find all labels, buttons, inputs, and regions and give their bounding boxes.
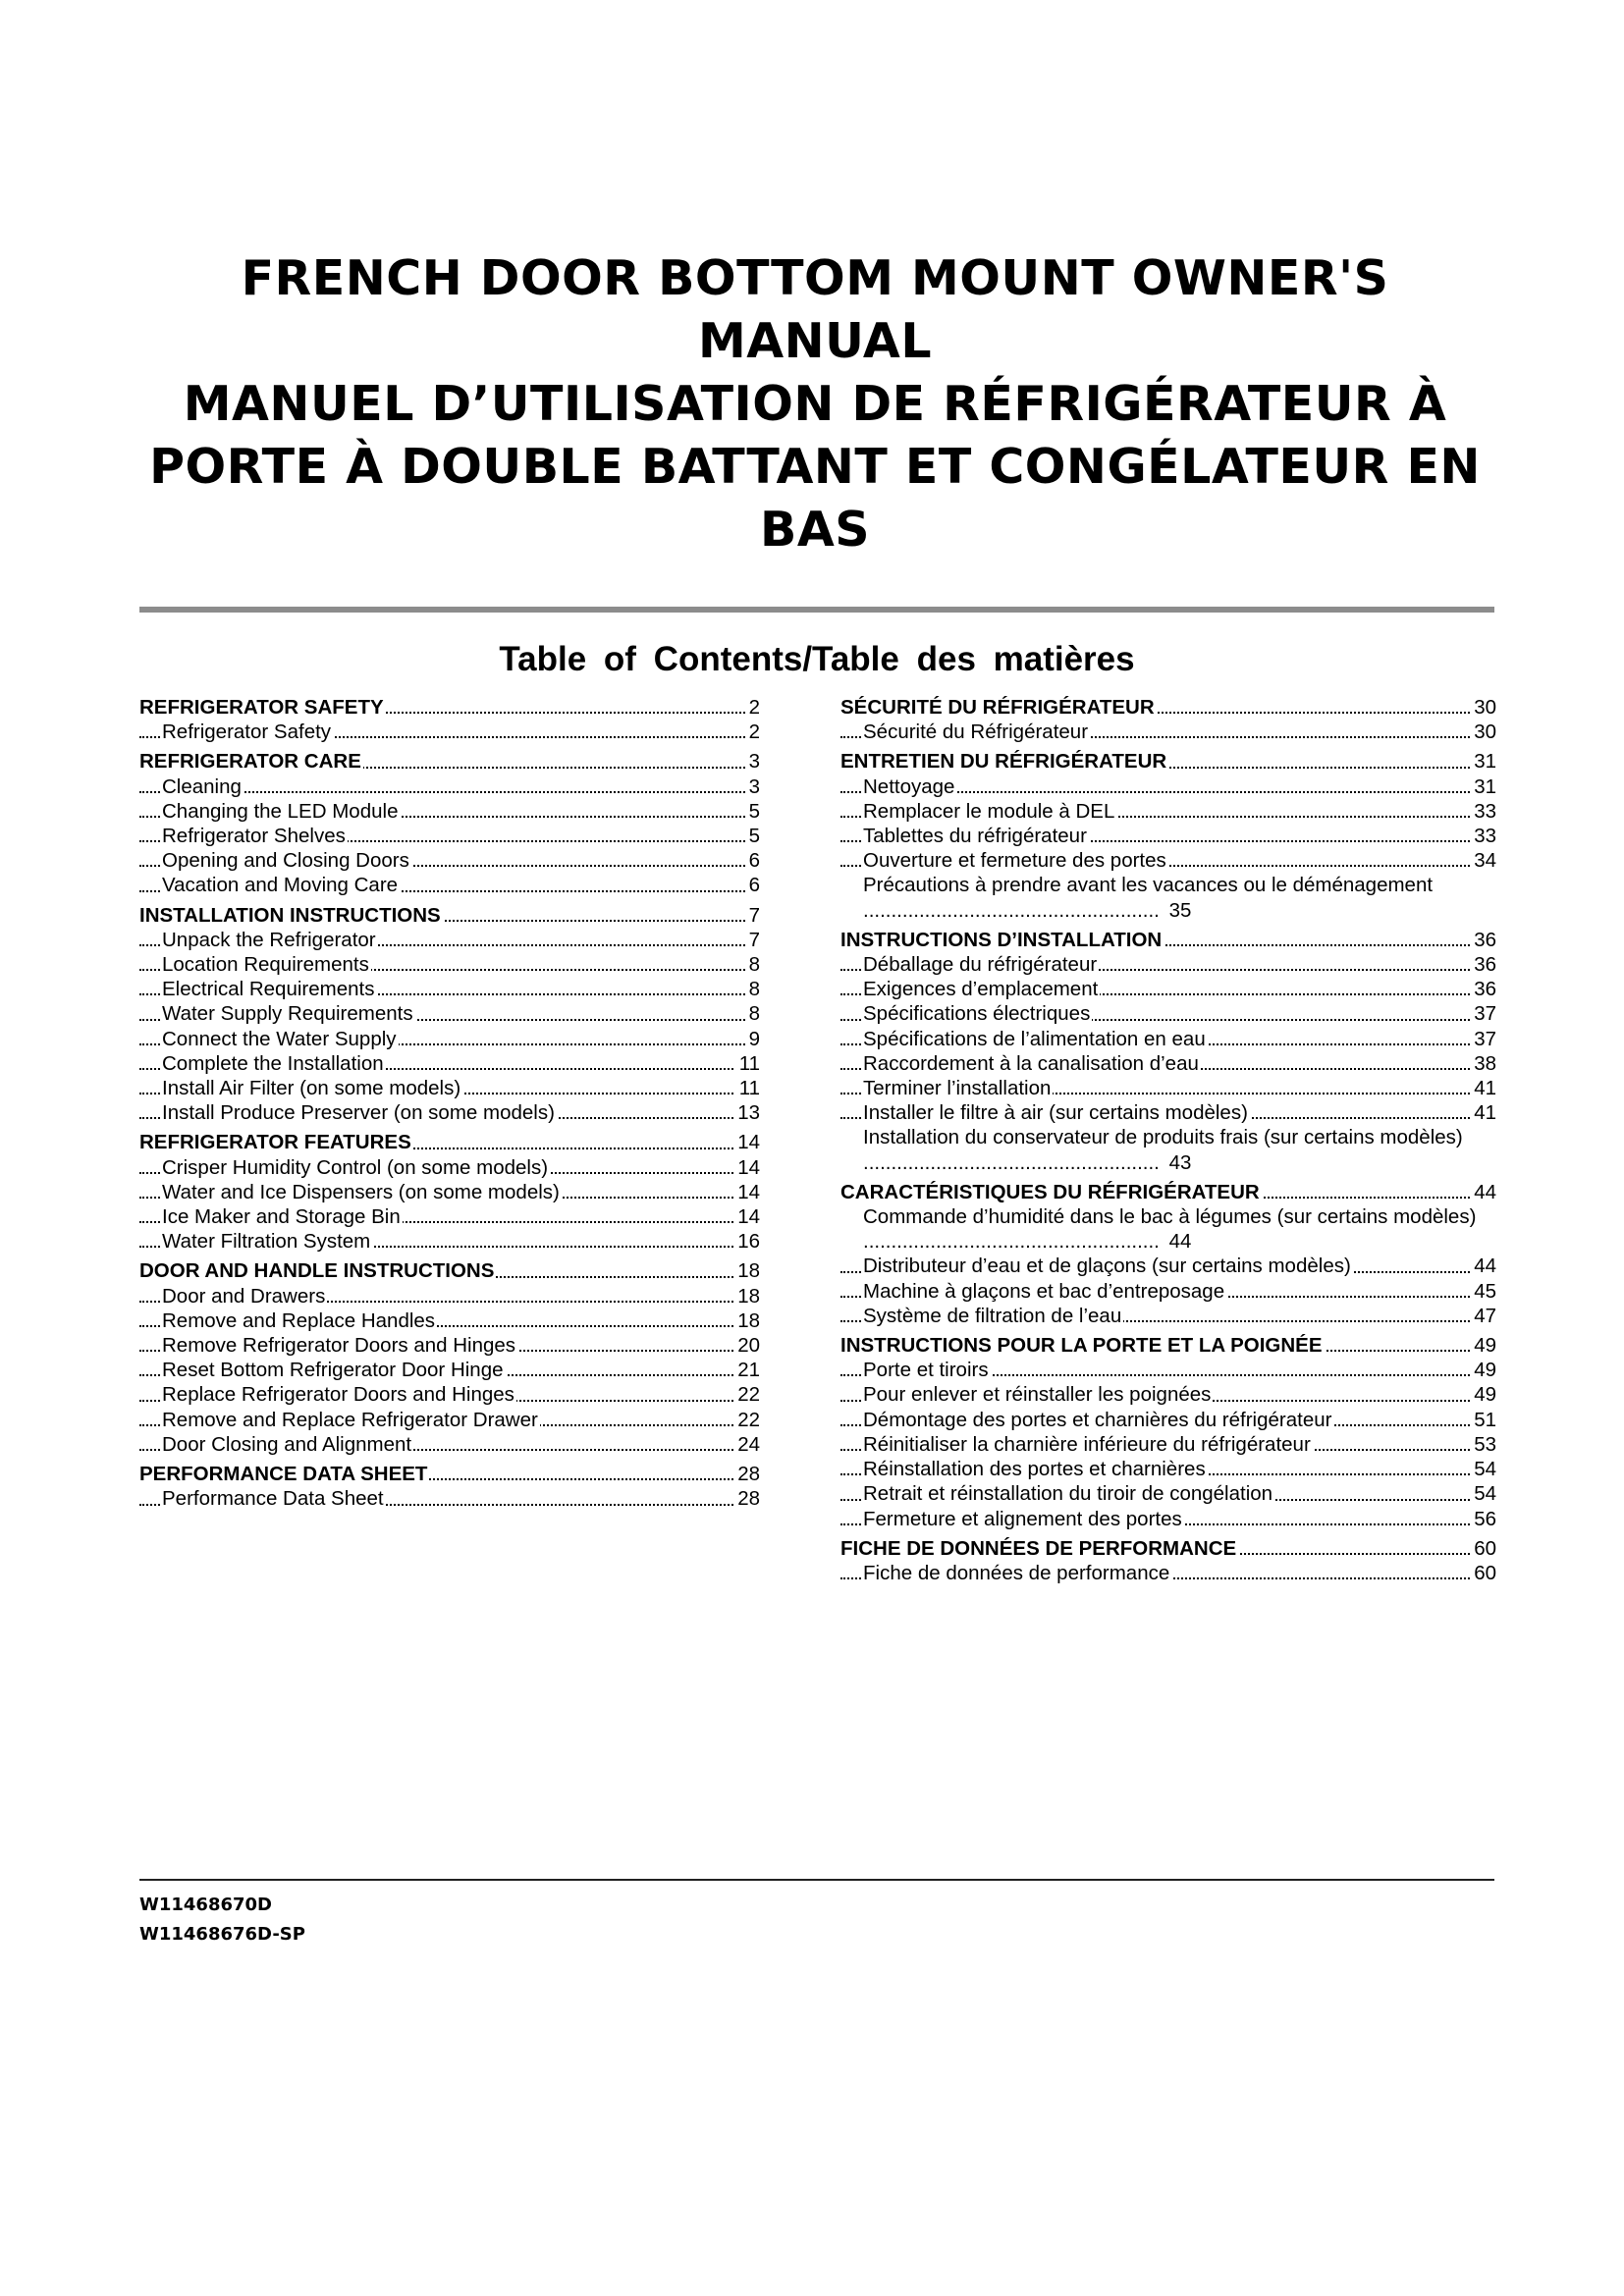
toc-entry-title: Réinstallation des portes et charnières — [863, 1458, 1206, 1481]
toc-subentry[interactable] — [139, 977, 760, 1001]
toc-subentry[interactable] — [840, 1432, 1496, 1457]
toc-entry-title: Remove and Replace Handles — [162, 1308, 436, 1332]
toc-section-entry[interactable] — [139, 749, 760, 774]
toc-section-entry[interactable] — [139, 1258, 760, 1283]
toc-page-number: 54 — [1470, 1457, 1496, 1481]
toc-page-number: 49 — [1470, 1358, 1496, 1382]
toc-page-number: 36 — [1470, 952, 1496, 977]
toc-entry-title: Ouverture et fermeture des portes — [863, 849, 1166, 873]
toc-entry-title: ENTRETIEN DU RÉFRIGÉRATEUR — [840, 750, 1167, 774]
toc-page-number: 6 — [745, 848, 760, 873]
toc-column-french — [840, 695, 1496, 1585]
toc-page-number: 31 — [1470, 749, 1496, 774]
toc-entry-title: Ice Maker and Storage Bin — [162, 1205, 401, 1229]
toc-page-number: 14 — [733, 1180, 760, 1204]
toc-entry-title: Door and Drawers — [162, 1284, 326, 1308]
toc-entry-title: Remplacer le module à DEL — [863, 799, 1115, 823]
toc-subentry[interactable] — [139, 1358, 760, 1382]
toc-entry-title: SÉCURITÉ DU RÉFRIGÉRATEUR — [840, 696, 1155, 719]
toc-entry-title: Pour enlever et réinstaller les poignées — [863, 1383, 1212, 1407]
toc-entry-title: Connect the Water Supply — [162, 1027, 397, 1050]
toc-page-number: 16 — [733, 1229, 760, 1254]
toc-entry-title: Distributeur d’eau et de glaçons (sur certains modèles) — [863, 1255, 1351, 1278]
toc-page-number: 18 — [733, 1284, 760, 1308]
toc-entry-title: Sécurité du Réfrigérateur — [863, 721, 1089, 744]
toc-entry-title: Refrigerator Shelves — [162, 825, 346, 848]
toc-subentry[interactable] — [139, 952, 760, 977]
toc-page-number: 11 — [735, 1076, 760, 1100]
toc-subentry[interactable] — [840, 824, 1496, 848]
toc-entry-title: REFRIGERATOR FEATURES — [139, 1131, 411, 1154]
toc-entry-title: INSTRUCTIONS POUR LA PORTE ET LA POIGNÉE — [840, 1334, 1323, 1358]
toc-entry-title: Spécifications électriques — [863, 1002, 1091, 1026]
toc-page-number: 28 — [733, 1462, 760, 1486]
toc-page-number: 33 — [1470, 799, 1496, 824]
toc-page-number: 21 — [733, 1358, 760, 1382]
toc-entry-title: Remove Refrigerator Doors and Hinges — [162, 1334, 516, 1358]
toc-page-number: 18 — [733, 1308, 760, 1333]
toc-page-number: 41 — [1470, 1100, 1496, 1125]
toc-subentry[interactable] — [139, 1076, 760, 1100]
dot-leader: ..................................................... — [863, 898, 1165, 922]
toc-entry-title: Refrigerator Safety — [162, 721, 332, 744]
toc-subentry[interactable] — [139, 848, 760, 873]
toc-page-number: 31 — [1470, 774, 1496, 799]
toc-page-number: 11 — [735, 1051, 760, 1076]
toc-page-number: 36 — [1470, 977, 1496, 1001]
toc-entry-title: Unpack the Refrigerator — [162, 928, 376, 951]
document-id: W11468670D — [139, 1895, 272, 1915]
document-ids — [139, 1891, 305, 1949]
toc-subentry[interactable] — [139, 1229, 760, 1254]
dot-leader: ..................................................... — [863, 1150, 1165, 1174]
toc-page-number: 60 — [1470, 1536, 1496, 1561]
toc-page-number: 45 — [1470, 1279, 1496, 1304]
toc-section-entry[interactable] — [840, 1333, 1496, 1358]
toc-page-number: 38 — [1470, 1051, 1496, 1076]
toc-page-number: 36 — [1470, 928, 1496, 952]
toc-entry-title: Replace Refrigerator Doors and Hinges — [162, 1383, 514, 1407]
toc-page-number: 34 — [1470, 848, 1496, 873]
toc-subentry[interactable] — [840, 774, 1496, 799]
toc-page-number: 14 — [733, 1204, 760, 1229]
toc-page-number: 30 — [1470, 695, 1496, 720]
toc-page-number: 9 — [745, 1027, 760, 1051]
toc-page-number: 35 — [1165, 899, 1192, 922]
toc-subentry[interactable] — [840, 1408, 1496, 1432]
toc-section-entry[interactable] — [139, 903, 760, 928]
toc-page-number: 44 — [1470, 1254, 1496, 1278]
toc-page-number: 22 — [733, 1408, 760, 1432]
toc-page-number: 30 — [1470, 720, 1496, 744]
toc-page-number: 3 — [745, 749, 760, 774]
toc-page-number: 22 — [733, 1382, 760, 1407]
toc-entry-title: Commande d’humidité dans le bac à légumes (sur certains modèles) — [863, 1205, 1477, 1229]
toc-page-number: 33 — [1470, 824, 1496, 848]
toc-page-number: 37 — [1470, 1001, 1496, 1026]
toc-entry-title: Réinitialiser la charnière inférieure du réfrigérateur — [863, 1432, 1311, 1456]
toc-subentry[interactable] — [840, 1027, 1496, 1051]
toc-page-number: 2 — [745, 695, 760, 720]
toc-page-number: 5 — [745, 799, 760, 824]
toc-page-number: 8 — [745, 952, 760, 977]
toc-entry-title: Machine à glaçons et bac d’entreposage — [863, 1279, 1225, 1303]
toc-section-entry[interactable] — [840, 1180, 1496, 1204]
toc-subentry[interactable] — [840, 1100, 1496, 1125]
toc-subentry[interactable] — [139, 720, 760, 744]
toc-page-number: 2 — [745, 720, 760, 744]
toc-subentry[interactable] — [139, 1051, 760, 1076]
toc-section-entry[interactable] — [840, 695, 1496, 720]
toc-subentry[interactable] — [840, 873, 1496, 922]
toc-page-number: 41 — [1470, 1076, 1496, 1100]
toc-subentry[interactable] — [840, 1125, 1496, 1174]
toc-section-entry[interactable] — [139, 1130, 760, 1154]
toc-page-number: 20 — [733, 1333, 760, 1358]
dot-leader: ..................................................... — [863, 1230, 1165, 1254]
toc-entry-title: Water and Ice Dispensers (on some models) — [162, 1180, 560, 1203]
toc-entry-title: Fermeture et alignement des portes — [863, 1507, 1182, 1530]
toc-subentry[interactable] — [840, 1279, 1496, 1304]
title-line: FRENCH DOOR BOTTOM MOUNT OWNER'S — [241, 250, 1389, 306]
toc-entry-title: REFRIGERATOR CARE — [139, 750, 361, 774]
toc-page-number: 49 — [1470, 1382, 1496, 1407]
toc-entry-title: INSTRUCTIONS D’INSTALLATION — [840, 928, 1163, 951]
toc-page-number: 7 — [745, 903, 760, 928]
toc-subentry[interactable] — [840, 1382, 1496, 1407]
toc-subentry[interactable] — [139, 1155, 760, 1180]
toc-subentry[interactable] — [840, 1001, 1496, 1026]
toc-subentry[interactable] — [840, 977, 1496, 1001]
title-divider — [139, 607, 1494, 613]
toc-entry-title: DOOR AND HANDLE INSTRUCTIONS — [139, 1259, 495, 1283]
toc-page-number: 13 — [733, 1100, 760, 1125]
toc-subentry[interactable] — [840, 848, 1496, 873]
toc-subentry[interactable] — [840, 1051, 1496, 1076]
footer-divider — [139, 1879, 1494, 1881]
toc-entry-title: Crisper Humidity Control (on some models) — [162, 1155, 549, 1179]
toc-subentry[interactable] — [139, 1204, 760, 1229]
toc-page-number: 14 — [733, 1130, 760, 1154]
toc-subentry[interactable] — [139, 824, 760, 848]
toc-subentry[interactable] — [840, 1254, 1496, 1278]
toc-page-number: 51 — [1470, 1408, 1496, 1432]
toc-entry-title: Terminer l’installation — [863, 1077, 1052, 1100]
toc-entry-title: Door Closing and Alignment — [162, 1432, 412, 1456]
title-line: BAS — [759, 502, 871, 558]
toc-subentry[interactable] — [139, 873, 760, 897]
toc-page-number: 60 — [1470, 1561, 1496, 1585]
toc-entry-title: Vacation and Moving Care — [162, 874, 399, 897]
toc-entry-title: Retrait et réinstallation du tiroir de congélation — [863, 1482, 1273, 1506]
document-id: W11468676D-SP — [139, 1924, 305, 1945]
toc-entry-title: Spécifications de l’alimentation en eau — [863, 1027, 1206, 1050]
toc-page-number: 56 — [1470, 1507, 1496, 1531]
toc-section-entry[interactable] — [139, 695, 760, 720]
toc-page-number: 49 — [1470, 1333, 1496, 1358]
toc-page-number: 28 — [733, 1486, 760, 1511]
toc-subentry[interactable] — [840, 1457, 1496, 1481]
toc-section-entry[interactable] — [840, 928, 1496, 952]
toc-entry-title: INSTALLATION INSTRUCTIONS — [139, 903, 441, 927]
toc-entry-title: PERFORMANCE DATA SHEET — [139, 1463, 428, 1486]
toc-entry-title: Complete the Installation — [162, 1051, 384, 1075]
toc-subentry[interactable] — [139, 774, 760, 799]
toc-page-number: 5 — [745, 824, 760, 848]
toc-subentry[interactable] — [139, 1308, 760, 1333]
toc-page-number: 8 — [745, 1001, 760, 1026]
toc-entry-title: Performance Data Sheet — [162, 1487, 384, 1511]
toc-subentry[interactable] — [139, 1027, 760, 1051]
toc-page-number: 54 — [1470, 1481, 1496, 1506]
toc-page-number: 6 — [745, 873, 760, 897]
toc-entry-title: Système de filtration de l’eau — [863, 1304, 1122, 1327]
manual-title — [137, 247, 1492, 561]
toc-entry-title: Cleaning — [162, 774, 242, 798]
toc-subentry[interactable] — [139, 1001, 760, 1026]
toc-entry-title: REFRIGERATOR SAFETY — [139, 696, 384, 719]
toc-section-entry[interactable] — [840, 749, 1496, 774]
toc-subentry[interactable] — [139, 1382, 760, 1407]
toc-subentry[interactable] — [139, 1408, 760, 1432]
toc-entry-title: Tablettes du réfrigérateur — [863, 825, 1087, 848]
toc-heading: Table of Contents/Table des matières — [499, 640, 1135, 678]
toc-page-number: 8 — [745, 977, 760, 1001]
toc-entry-title: Nettoyage — [863, 774, 955, 798]
toc-entry-title: Reset Bottom Refrigerator Door Hinge — [162, 1359, 504, 1382]
toc-page-number: 14 — [733, 1155, 760, 1180]
toc-column-english — [139, 695, 760, 1512]
toc-subentry[interactable] — [139, 1432, 760, 1457]
toc-subentry[interactable] — [139, 799, 760, 824]
toc-subentry[interactable] — [139, 1486, 760, 1511]
toc-subentry[interactable] — [840, 1076, 1496, 1100]
toc-page-number: 44 — [1165, 1230, 1192, 1253]
toc-page-number: 7 — [745, 928, 760, 952]
toc-subentry[interactable] — [840, 1561, 1496, 1585]
toc-subentry[interactable] — [139, 1284, 760, 1308]
toc-entry-title: Location Requirements — [162, 953, 369, 977]
toc-entry-title: Electrical Requirements — [162, 978, 375, 1001]
toc-entry-title: Installer le filtre à air (sur certains modèles) — [863, 1101, 1248, 1125]
title-line: PORTE À DOUBLE BATTANT ET CONGÉLATEUR EN — [149, 439, 1481, 495]
toc-subentry[interactable] — [840, 799, 1496, 824]
title-line: MANUEL D’UTILISATION DE RÉFRIGÉRATEUR À — [183, 376, 1447, 432]
toc-page-number: 24 — [733, 1432, 760, 1457]
toc-subentry[interactable] — [139, 1180, 760, 1204]
toc-page-number: 43 — [1165, 1151, 1192, 1174]
toc-entry-title: Fiche de données de performance — [863, 1561, 1170, 1584]
toc-page-number: 44 — [1470, 1180, 1496, 1204]
toc-entry-title: Water Supply Requirements — [162, 1002, 413, 1026]
toc-page-number: 53 — [1470, 1432, 1496, 1457]
title-line: MANUAL — [697, 313, 933, 369]
toc-entry-title: Water Filtration System — [162, 1230, 371, 1254]
toc-section-entry[interactable] — [139, 1462, 760, 1486]
toc-subentry[interactable] — [840, 952, 1496, 977]
toc-subentry[interactable] — [840, 720, 1496, 744]
toc-page-number: 37 — [1470, 1027, 1496, 1051]
toc-subentry[interactable] — [139, 1333, 760, 1358]
toc-entry-title: Changing the LED Module — [162, 799, 399, 823]
toc-entry-title: Porte et tiroirs — [863, 1359, 989, 1382]
toc-subentry[interactable] — [840, 1481, 1496, 1506]
toc-subentry[interactable] — [840, 1358, 1496, 1382]
toc-entry-title: Install Air Filter (on some models) — [162, 1077, 461, 1100]
toc-subentry[interactable] — [139, 928, 760, 952]
toc-entry-title: CARACTÉRISTIQUES DU RÉFRIGÉRATEUR — [840, 1180, 1260, 1203]
toc-entry-title: Opening and Closing Doors — [162, 849, 409, 873]
toc-entry-title: FICHE DE DONNÉES DE PERFORMANCE — [840, 1536, 1237, 1560]
toc-subentry[interactable] — [840, 1507, 1496, 1531]
toc-subentry[interactable] — [139, 1100, 760, 1125]
toc-subentry[interactable] — [840, 1204, 1496, 1254]
toc-section-entry[interactable] — [840, 1536, 1496, 1561]
toc-entry-title: Précautions à prendre avant les vacances ou le déménagement — [863, 874, 1434, 897]
toc-page-number: 3 — [745, 774, 760, 799]
toc-entry-title: Installation du conservateur de produits frais (sur certains modèles) — [863, 1126, 1463, 1149]
toc-page-number: 47 — [1470, 1304, 1496, 1328]
toc-entry-title: Démontage des portes et charnières du réfrigérateur — [863, 1408, 1332, 1431]
toc-page-number: 18 — [733, 1258, 760, 1283]
toc-entry-title: Raccordement à la canalisation d’eau — [863, 1051, 1199, 1075]
toc-entry-title: Remove and Replace Refrigerator Drawer — [162, 1408, 538, 1431]
toc-subentry[interactable] — [840, 1304, 1496, 1328]
toc-entry-title: Exigences d’emplacement — [863, 978, 1099, 1001]
toc-entry-title: Déballage du réfrigérateur — [863, 953, 1098, 977]
toc-entry-title: Install Produce Preserver (on some models) — [162, 1101, 555, 1125]
